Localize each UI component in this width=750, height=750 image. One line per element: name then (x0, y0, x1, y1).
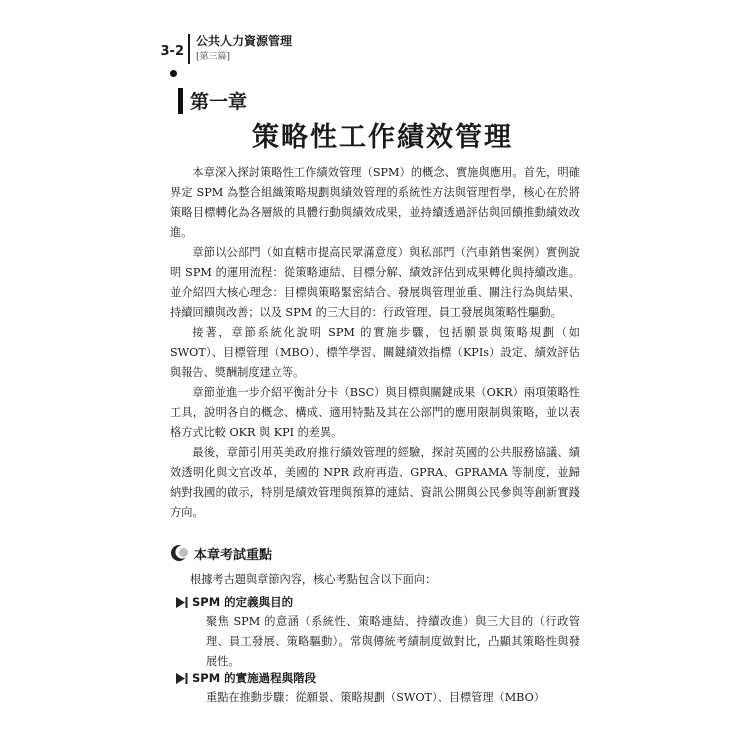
exam-point (176, 592, 580, 672)
paragraph: 最後，章節引用英美政府推行績效管理的經驗，探討英國的公共服務協議、績效透明化與文官改革，美國的 NPR 政府再造、GPRA、GPRAMA 等制度，並歸納對我國的啟示，特別是績效管理與預算的連結、資訊公開與公民參與等創新實踐方向。 (170, 446, 580, 519)
exam-section-title: 本章考試重點 (194, 548, 273, 563)
paragraph: 章節並進一步介紹平衡計分卡（BSC）與目標與關鍵成果（OKR）兩項策略性工具，說明各自的概念、構成、適用特點及其在公部門的應用限制與策略，並以表格方式比較 OKR 與 KPI 的差異。 (170, 386, 580, 439)
triangle-bar-icon (176, 597, 188, 608)
chapter-summary (170, 163, 580, 523)
book-title: 公共人力資源管理 (196, 34, 293, 48)
exam-intro: 根據考古題與章節內容，核心考點包含以下面向： (190, 573, 437, 586)
paragraph: 本章深入探討策略性工作績效管理（SPM）的概念、實施與應用。首先，明確界定 SPM 為整合組織策略規劃與績效管理的系統性方法與管理哲學，核心在於將策略目標轉化為各層級的具體行動與績效成果，並持續透過評估與回饋推動績效改進。 (170, 166, 580, 239)
running-header (150, 30, 570, 70)
exam-point-body: 重點在推動步驟：從願景、策略規劃（SWOT）、目標管理（MBO） (206, 691, 545, 704)
exam-point-heading (176, 668, 580, 688)
chapter-bar (178, 88, 183, 114)
header-rule (188, 34, 190, 64)
exam-point (176, 668, 580, 708)
exam-section-heading (170, 540, 580, 564)
exam-point-body: 聚焦 SPM 的意涵（系統性、策略連結、持續改進）與三大目的（行政管理、員工發展、策略驅動）。常與傳統考績制度做對比，凸顯其策略性與發展性。 (206, 615, 580, 668)
bullet-dot-icon (170, 70, 177, 77)
chapter-title: 策略性工作績效管理 (252, 122, 513, 153)
exam-point-title: SPM 的實施過程與階段 (192, 671, 317, 685)
part-label: [第三篇] (196, 52, 231, 62)
exam-point-title: SPM 的定義與目的 (192, 595, 294, 609)
chapter-label: 第一章 (190, 91, 248, 113)
paragraph: 章節以公部門（如直轄市提高民眾滿意度）與私部門（汽車銷售案例）實例說明 SPM 的運用流程：從策略連結、目標分解、績效評估到成果轉化與持續改進。並介紹四大核心理念：目標與策略緊密結合、發展與管理並重、關注行為與結果、持續回饋與改善；以及 SPM 的三大目的：行政管理、員工發展與策略性驅動。 (170, 246, 580, 319)
triangle-bar-icon (176, 673, 188, 684)
paragraph: 接著，章節系統化說明 SPM 的實施步驟，包括願景與策略規劃（如 SWOT）、目標管理（MBO）、標竿學習、關鍵績效指標（KPIs）設定、績效評估與報告、獎酬制度建立等。 (170, 326, 580, 379)
crescent-moon-icon (170, 544, 188, 562)
page-number: 3-2 (160, 44, 184, 59)
exam-point-heading (176, 592, 580, 612)
